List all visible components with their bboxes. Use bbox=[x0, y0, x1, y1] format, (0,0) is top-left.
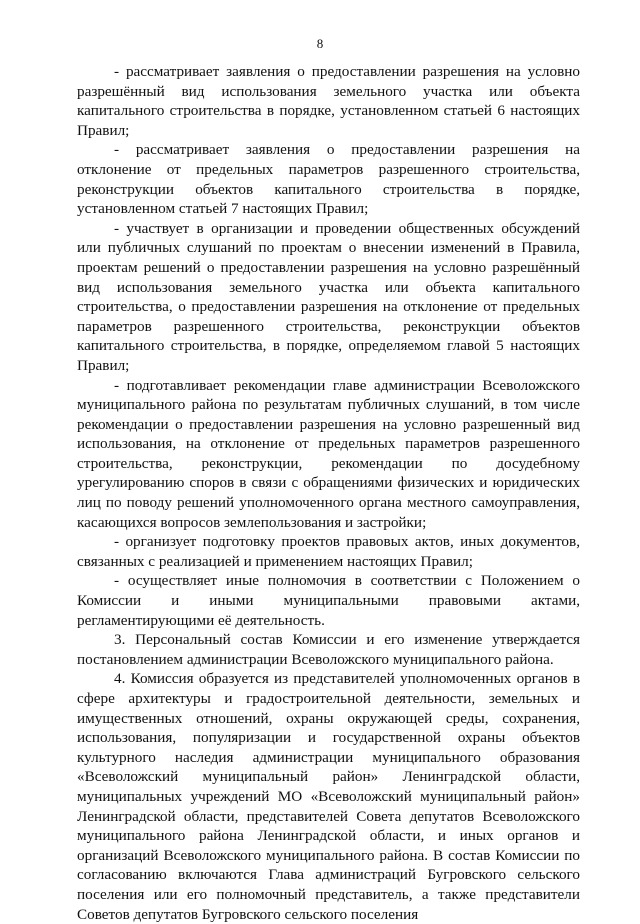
paragraph-item-4: 4. Комиссия образуется из представителей уполномоченных органов в сфере архитектуры и градостроительной деятельности, земельных и имущественных отношений, охраны окружающей среды, сохранения, использования, популяризации и государственной охраны объектов культурного наследия администрации муниципального образования «Всеволожский муниципальный район» Ленинградской области, муниципальных учреждений МО «Всеволожский муниципальный район» Ленинградской области, представителей Совета депутатов Всеволожского муниципального района Ленинградской области, и иных органов и организаций Всеволожского муниципального района. В состав Комиссии по согласованию включаются Глава администраций Бугровского сельского поселения или его полномочный представитель, а также представители Советов депутатов Бугровского сельского поселения bbox=[77, 670, 580, 923]
paragraph-item-3: 3. Персональный состав Комиссии и его изменение утверждается постановлением администрации Всеволожского муниципального района. bbox=[77, 631, 580, 668]
paragraph-other-powers: - осуществляет иные полномочия в соответствии с Положением о Комиссии и иными муниципальными правовыми актами, регламентирующими её деятельность. bbox=[77, 572, 580, 629]
page-number: 8 bbox=[316, 36, 324, 51]
document-body bbox=[77, 62, 580, 924]
paragraph-review-deviation: - рассматривает заявления о предоставлении разрешения на отклонение от предельных параметров разрешенного строительства, реконструкции объектов капитального строительства в порядке, установленном статьей 7 настоящих Правил; bbox=[77, 141, 580, 218]
paragraph-public-hearings: - участвует в организации и проведении общественных обсуждений или публичных слушаний по проектам о внесении изменений в Правила, проектам решений о предоставлении разрешения на условно разрешённый вид использования земельного участка или объекта капитального строительства, о предоставлении разрешения на отклонение от предельных параметров разрешенного строительства, реконструкции объектов капитального строительства, в порядке, определяемом главой 5 настоящих Правил; bbox=[77, 219, 580, 374]
paragraph-review-conditional-use: - рассматривает заявления о предоставлении разрешения на условно разрешённый вид использования земельного участка или объекта капитального строительства в порядке, установленном статьей 6 настоящих Правил; bbox=[77, 63, 580, 139]
paragraph-legal-acts: - организует подготовку проектов правовых актов, иных документов, связанных с реализацией и применением настоящих Правил; bbox=[77, 533, 580, 570]
paragraph-recommendations: - подготавливает рекомендации главе администрации Всеволожского муниципального района по результатам публичных слушаний, в том числе рекомендации о предоставлении разрешения на условно разрешенный вид использования, на отклонение от предельных параметров разрешенного строительства, реконструкции, рекомендации по досудебному урегулированию споров в связи с обращениями физических и юридических лиц по поводу решений уполномоченного органа местного самоуправления, касающихся вопросов землепользования и застройки; bbox=[77, 376, 580, 531]
